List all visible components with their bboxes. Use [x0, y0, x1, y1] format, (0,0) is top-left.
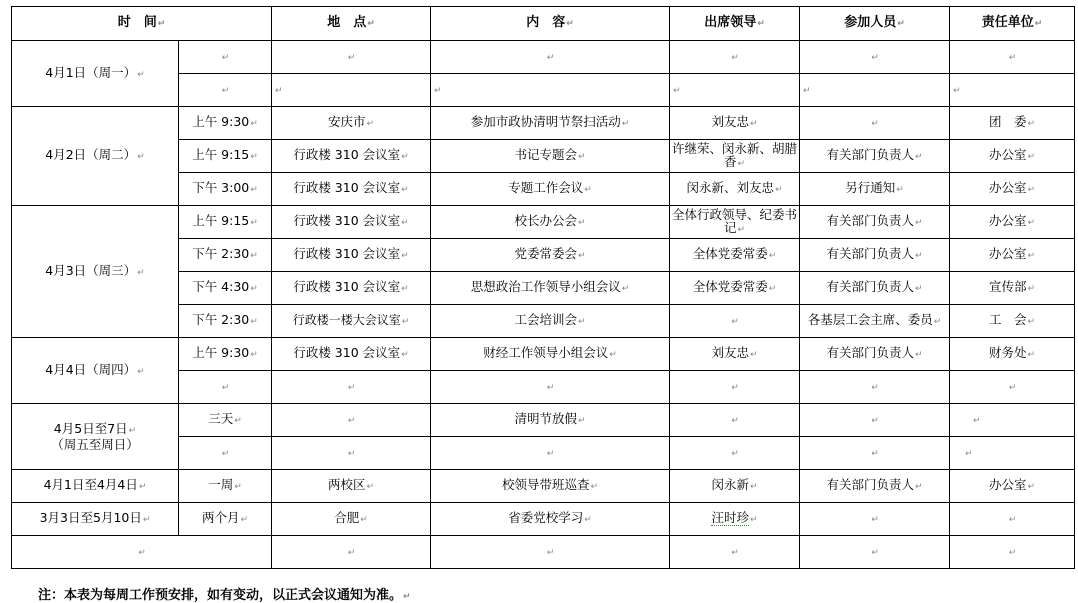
- leader-cell: ↵: [670, 437, 800, 470]
- attendees-cell: ↵: [800, 371, 950, 404]
- unit-cell: ↵: [950, 74, 1075, 107]
- unit-cell: ↵: [950, 41, 1075, 74]
- leader-cell: 许继荣、闵永新、胡腊香↵: [670, 140, 800, 173]
- header-place: 地 点↵: [272, 7, 431, 41]
- place-cell: 行政楼 310 会议室↵: [272, 173, 431, 206]
- weekly-schedule-table: [11, 6, 1075, 569]
- leader-cell: ↵: [670, 305, 800, 338]
- unit-cell: 办公室↵: [950, 140, 1075, 173]
- content-cell: ↵: [431, 41, 670, 74]
- attendees-cell: 各基层工会主席、委员↵: [800, 305, 950, 338]
- time-cell: 下午 2:30↵: [179, 305, 272, 338]
- table-row: [12, 404, 1075, 437]
- content-cell: 省委党校学习↵: [431, 503, 670, 536]
- table-row: [12, 41, 1075, 74]
- time-cell: 下午 2:30↵: [179, 239, 272, 272]
- unit-cell: 办公室↵: [950, 173, 1075, 206]
- attendees-cell: 有关部门负责人↵: [800, 338, 950, 371]
- content-cell: 工会培训会↵: [431, 305, 670, 338]
- content-cell: 党委常委会↵: [431, 239, 670, 272]
- leader-cell: 刘友忠↵: [670, 338, 800, 371]
- day-cell: 4月2日（周二）↵: [12, 107, 179, 206]
- unit-cell: 工 会↵: [950, 305, 1075, 338]
- place-cell: 两校区↵: [272, 470, 431, 503]
- unit-cell: ↵: [950, 437, 1075, 470]
- time-cell: ↵: [179, 437, 272, 470]
- leader-cell: 闵永新、刘友忠↵: [670, 173, 800, 206]
- day-cell: 4月5日至7日↵ （周五至周日）: [12, 404, 179, 470]
- time-cell: 下午 3:00↵: [179, 173, 272, 206]
- table-row: [12, 536, 1075, 569]
- content-cell: 清明节放假↵: [431, 404, 670, 437]
- attendees-cell: ↵: [800, 41, 950, 74]
- unit-cell: 办公室↵: [950, 206, 1075, 239]
- unit-cell: ↵: [950, 503, 1075, 536]
- table-row: [12, 470, 1075, 503]
- footnote: 注：本表为每周工作预安排，如有变动，以正式会议通知为准。↵: [38, 588, 411, 603]
- leader-cell: 汪时珍↵: [670, 503, 800, 536]
- place-cell: ↵: [272, 41, 431, 74]
- day-cell: 4月1日至4月4日↵: [12, 470, 179, 503]
- attendees-cell: ↵: [800, 437, 950, 470]
- leader-cell: 全体行政领导、纪委书记↵: [670, 206, 800, 239]
- attendees-cell: 有关部门负责人↵: [800, 272, 950, 305]
- time-cell: 上午 9:15↵: [179, 206, 272, 239]
- attendees-cell: 有关部门负责人↵: [800, 470, 950, 503]
- leader-cell: 全体党委常委↵: [670, 239, 800, 272]
- unit-cell: ↵: [950, 536, 1075, 569]
- time-cell: 一周↵: [179, 470, 272, 503]
- place-cell: 行政楼 310 会议室↵: [272, 206, 431, 239]
- header-row: [12, 7, 1075, 41]
- place-cell: 行政楼 310 会议室↵: [272, 272, 431, 305]
- content-cell: ↵: [431, 74, 670, 107]
- attendees-cell: 有关部门负责人↵: [800, 140, 950, 173]
- unit-cell: 办公室↵: [950, 470, 1075, 503]
- content-cell: 专题工作会议↵: [431, 173, 670, 206]
- unit-cell: 宣传部↵: [950, 272, 1075, 305]
- header-content: 内 容↵: [431, 7, 670, 41]
- time-cell: ↵: [12, 536, 272, 569]
- place-cell: ↵: [272, 437, 431, 470]
- place-cell: 行政楼 310 会议室↵: [272, 239, 431, 272]
- attendees-cell: ↵: [800, 404, 950, 437]
- attendees-cell: 有关部门负责人↵: [800, 239, 950, 272]
- attendees-cell: 有关部门负责人↵: [800, 206, 950, 239]
- leader-cell: ↵: [670, 536, 800, 569]
- day-cell: 4月1日（周一）↵: [12, 41, 179, 107]
- unit-cell: 财务处↵: [950, 338, 1075, 371]
- content-cell: 书记专题会↵: [431, 140, 670, 173]
- time-cell: 下午 4:30↵: [179, 272, 272, 305]
- unit-cell: 办公室↵: [950, 239, 1075, 272]
- content-cell: 思想政治工作领导小组会议↵: [431, 272, 670, 305]
- day-cell: 4月4日（周四）↵: [12, 338, 179, 404]
- unit-cell: ↵: [950, 371, 1075, 404]
- place-cell: 行政楼 310 会议室↵: [272, 140, 431, 173]
- place-cell: ↵: [272, 536, 431, 569]
- place-cell: ↵: [272, 404, 431, 437]
- content-cell: 校领导带班巡查↵: [431, 470, 670, 503]
- time-cell: 三天↵: [179, 404, 272, 437]
- place-cell: 行政楼一楼大会议室↵: [272, 305, 431, 338]
- content-cell: 校长办公会↵: [431, 206, 670, 239]
- leader-cell: 刘友忠↵: [670, 107, 800, 140]
- table-row: [12, 338, 1075, 371]
- attendees-cell: ↵: [800, 503, 950, 536]
- content-cell: ↵: [431, 536, 670, 569]
- attendees-cell: ↵: [800, 107, 950, 140]
- attendees-cell: ↵: [800, 74, 950, 107]
- place-cell: 行政楼 310 会议室↵: [272, 338, 431, 371]
- leader-cell: 闵永新↵: [670, 470, 800, 503]
- table-row: [12, 503, 1075, 536]
- time-cell: ↵: [179, 41, 272, 74]
- time-cell: 上午 9:15↵: [179, 140, 272, 173]
- leader-cell: ↵: [670, 74, 800, 107]
- place-cell: 合肥↵: [272, 503, 431, 536]
- place-cell: ↵: [272, 74, 431, 107]
- header-attendees: 参加人员↵: [800, 7, 950, 41]
- attendees-cell: ↵: [800, 536, 950, 569]
- table-row: [12, 107, 1075, 140]
- leader-cell: 全体党委常委↵: [670, 272, 800, 305]
- leader-cell: ↵: [670, 371, 800, 404]
- content-cell: ↵: [431, 371, 670, 404]
- time-cell: 上午 9:30↵: [179, 107, 272, 140]
- header-unit: 责任单位↵: [950, 7, 1075, 41]
- content-cell: 参加市政协清明节祭扫活动↵: [431, 107, 670, 140]
- day-cell: 4月3日（周三）↵: [12, 206, 179, 338]
- day-cell: 3月3日至5月10日↵: [12, 503, 179, 536]
- content-cell: ↵: [431, 437, 670, 470]
- time-cell: 两个月↵: [179, 503, 272, 536]
- place-cell: ↵: [272, 371, 431, 404]
- attendees-cell: 另行通知↵: [800, 173, 950, 206]
- unit-cell: 团 委↵: [950, 107, 1075, 140]
- leader-cell: ↵: [670, 41, 800, 74]
- leader-cell: ↵: [670, 404, 800, 437]
- content-cell: 财经工作领导小组会议↵: [431, 338, 670, 371]
- header-time: 时 间↵: [12, 7, 272, 41]
- place-cell: 安庆市↵: [272, 107, 431, 140]
- table-row: [12, 206, 1075, 239]
- time-cell: ↵: [179, 74, 272, 107]
- header-leader: 出席领导↵: [670, 7, 800, 41]
- time-cell: 上午 9:30↵: [179, 338, 272, 371]
- unit-cell: ↵: [950, 404, 1075, 437]
- time-cell: ↵: [179, 371, 272, 404]
